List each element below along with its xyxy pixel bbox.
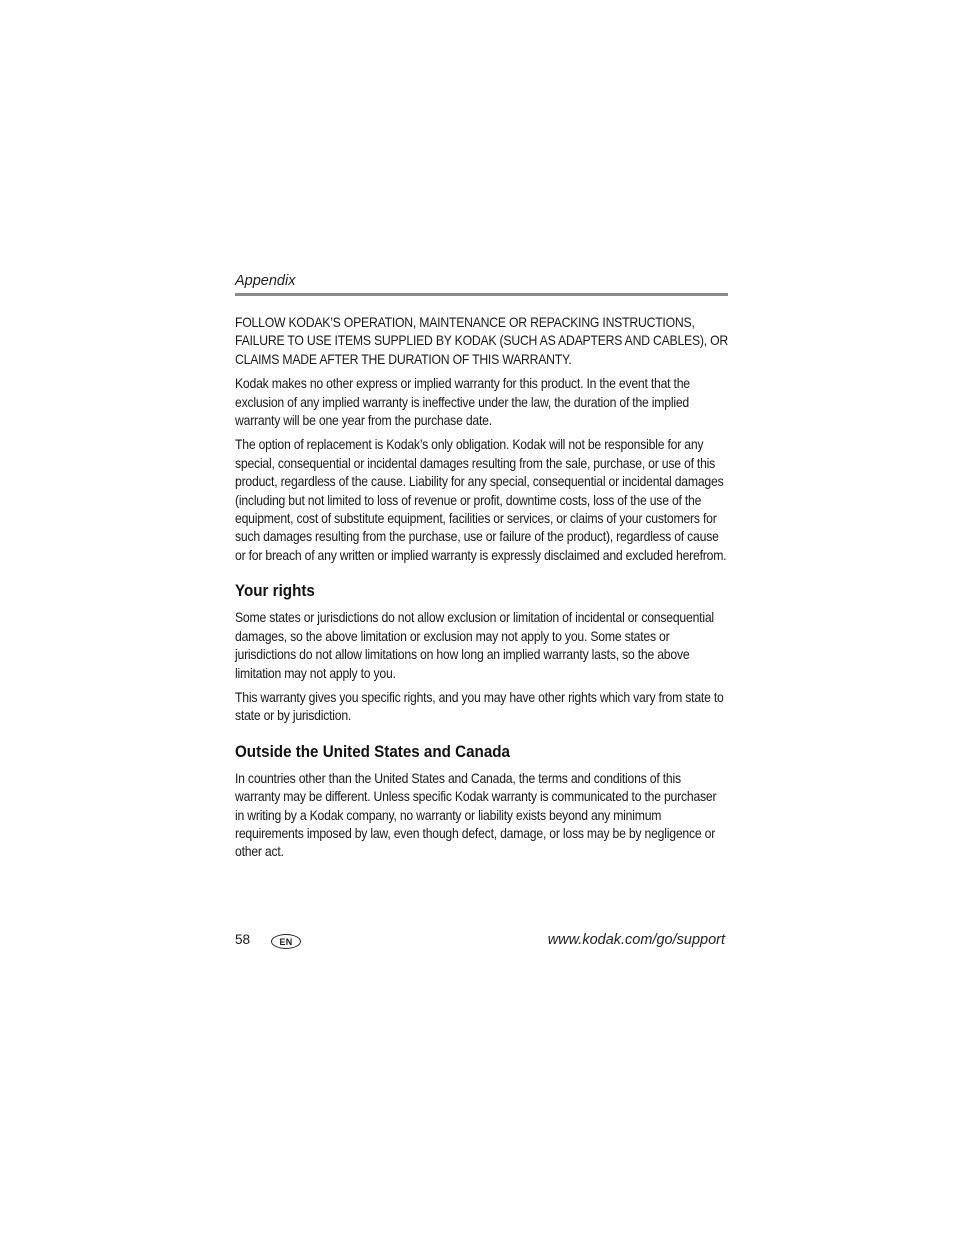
paragraph-replacement-obligation: The option of replacement is Kodak’s only obligation. Kodak will not be responsible for any special, consequential or incidental damages resulting from the sale, purchase, or use of this product, regardless of the cause. Liability for any special, consequential or incidental damages (including but not limited to loss of revenue or profit, downtime costs, loss of the use of the equipment, cost of substitute equipment, facilities or services, or claims of your customers for such damages resulting from the purchase, use or failure of the product), regardless of cause or for breach of any written or implied warranty is expressly disclaimed and excluded herefrom. xyxy=(235,437,727,563)
section-label: Appendix xyxy=(235,273,296,289)
paragraph-outside-us-terms: In countries other than the United States and Canada, the terms and conditions of this warranty may be different. Unless specific Kodak warranty is communicated to the purchaser in writing by a Kodak company, no warranty or liability exists beyond any minimum requirements imposed by law, even though defect, damage, or loss may be by negligence or other act. xyxy=(235,770,717,860)
paragraph-rights-limitations: Some states or jurisdictions do not allow exclusion or limitation of incidental or consequential damages, so the above limitation or exclusion may not apply to you. Some states or jurisdictions do not allow limitations on how long an implied warranty lasts, so the above limitation may not apply to you. xyxy=(235,610,714,681)
paragraph-specific-rights: This warranty gives you specific rights, and you may have other rights which vary from state to state or by jurisdiction. xyxy=(235,689,724,724)
language-badge: EN xyxy=(271,934,301,949)
heading-outside-us-canada: Outside the United States and Canada xyxy=(235,742,510,761)
header-rule xyxy=(235,293,728,296)
page-number: 58 xyxy=(235,932,251,947)
page-footer xyxy=(235,930,725,952)
heading-your-rights: Your rights xyxy=(235,582,315,601)
paragraph-warranty-exclusions: FOLLOW KODAK’S OPERATION, MAINTENANCE OR REPACKING INSTRUCTIONS, FAILURE TO USE ITEMS SUPPLIED BY KODAK (SUCH AS ADAPTERS AND CABLES), OR CLAIMS MADE AFTER THE DURATION OF THIS WARRANTY. xyxy=(235,315,729,367)
document-body xyxy=(235,314,728,862)
support-url: www.kodak.com/go/support xyxy=(547,932,725,948)
paragraph-no-other-warranty: Kodak makes no other express or implied warranty for this product. In the event that the exclusion of any implied warranty is ineffective under the law, the duration of the implied warranty will be one year from the purchase date. xyxy=(235,376,690,429)
document-page xyxy=(235,270,728,868)
